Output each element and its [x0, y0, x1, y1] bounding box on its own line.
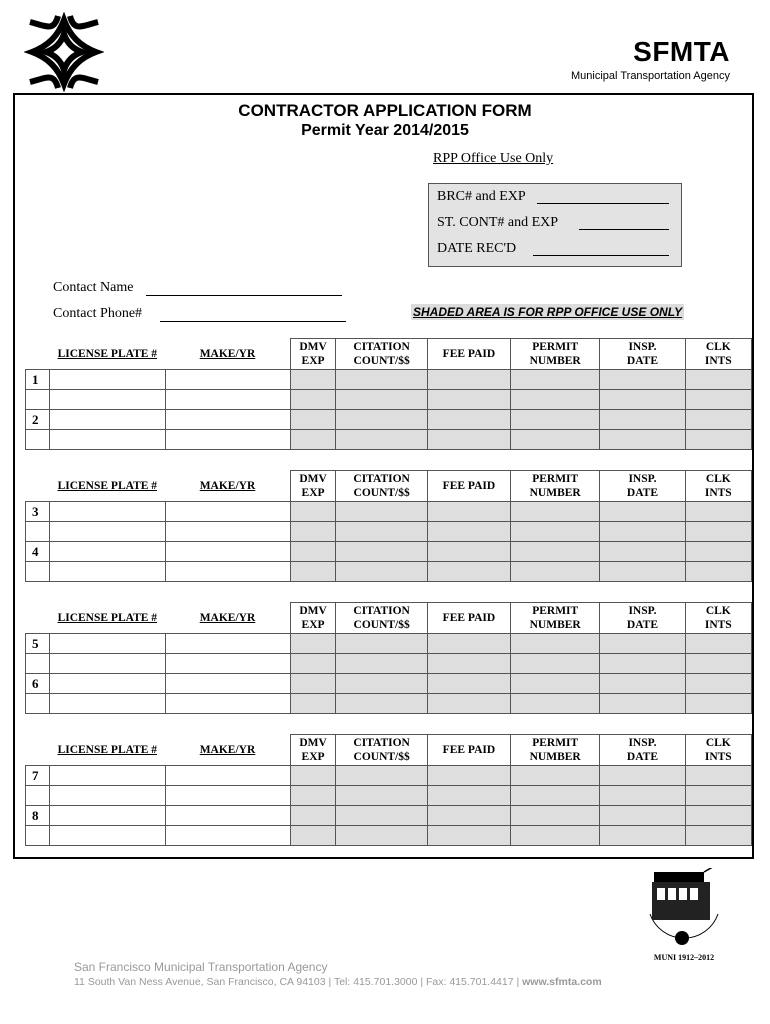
column-header: CITATION COUNT/$$ [336, 735, 427, 766]
office-use-cell[interactable] [336, 410, 427, 430]
footer-address: 11 South Van Ness Avenue, San Francisco, CA 94103 | Tel: 415.701.3000 | Fax: 415.701.4417 | [74, 976, 523, 988]
office-use-cell[interactable] [336, 674, 427, 694]
contact-phone-label: Contact Phone# [53, 306, 143, 321]
office-use-cell[interactable] [427, 370, 510, 390]
office-use-cell[interactable] [427, 410, 510, 430]
office-use-cell[interactable] [290, 370, 336, 390]
office-use-cell[interactable] [685, 634, 751, 654]
entry-cell[interactable] [49, 542, 165, 562]
office-use-cell[interactable] [336, 806, 427, 826]
column-header: CITATION COUNT/$$ [336, 339, 427, 370]
row-number [26, 786, 50, 806]
vehicle-table-2 [25, 470, 752, 582]
office-use-cell[interactable] [685, 542, 751, 562]
entry-cell[interactable] [49, 786, 165, 806]
row-number [26, 694, 50, 714]
office-use-label: RPP Office Use Only [433, 151, 554, 166]
contact-name-label: Contact Name [53, 280, 134, 295]
office-use-cell[interactable] [427, 390, 510, 410]
row-number: 5 [26, 634, 50, 654]
office-use-cell[interactable] [685, 826, 751, 846]
office-field-brc [437, 189, 526, 205]
column-header: INSP. DATE [600, 471, 685, 502]
office-use-cell[interactable] [685, 502, 751, 522]
office-use-cell[interactable] [510, 562, 599, 582]
column-header: INSP. DATE [600, 735, 685, 766]
entry-cell[interactable] [165, 562, 290, 582]
office-use-cell[interactable] [427, 826, 510, 846]
office-use-cell[interactable] [685, 786, 751, 806]
entry-cell[interactable] [49, 430, 165, 450]
office-use-cell[interactable] [427, 786, 510, 806]
office-use-cell[interactable] [336, 522, 427, 542]
column-header: FEE PAID [427, 735, 510, 766]
office-use-cell[interactable] [290, 786, 336, 806]
entry-cell[interactable] [49, 694, 165, 714]
office-use-cell[interactable] [336, 502, 427, 522]
entry-cell[interactable] [165, 806, 290, 826]
entry-cell[interactable] [49, 562, 165, 582]
office-field-daterec [437, 241, 516, 257]
entry-cell[interactable] [49, 390, 165, 410]
table-header-row [26, 735, 752, 766]
table-row [26, 766, 752, 786]
entry-cell[interactable] [165, 370, 290, 390]
office-use-cell[interactable] [600, 502, 685, 522]
table-row [26, 390, 752, 410]
column-header: LICENSE PLATE # [57, 347, 158, 360]
office-use-cell[interactable] [427, 694, 510, 714]
row-number: 3 [26, 502, 50, 522]
office-use-cell[interactable] [600, 562, 685, 582]
vehicle-table-1 [25, 338, 752, 450]
office-use-cell[interactable] [685, 654, 751, 674]
column-header: LICENSE PLATE # [57, 743, 158, 756]
entry-cell[interactable] [165, 410, 290, 430]
column-header: CITATION COUNT/$$ [336, 603, 427, 634]
office-use-cell[interactable] [685, 674, 751, 694]
office-use-cell[interactable] [336, 786, 427, 806]
seal-text: MUNI 1912–2012 [653, 953, 715, 962]
entry-cell[interactable] [49, 674, 165, 694]
office-use-cell[interactable] [290, 654, 336, 674]
column-header: PERMIT NUMBER [510, 735, 599, 766]
table-row [26, 562, 752, 582]
column-header: CLK INTS [685, 339, 751, 370]
office-use-cell[interactable] [336, 766, 427, 786]
entry-cell[interactable] [49, 522, 165, 542]
vehicle-table-4 [25, 734, 752, 846]
row-number [26, 562, 50, 582]
office-field-line[interactable] [537, 203, 669, 204]
office-field-line[interactable] [579, 229, 669, 230]
entry-cell[interactable] [165, 766, 290, 786]
form-title: CONTRACTOR APPLICATION FORM [238, 101, 532, 120]
office-use-cell[interactable] [336, 654, 427, 674]
office-use-cell[interactable] [336, 562, 427, 582]
entry-cell[interactable] [165, 542, 290, 562]
column-header: DMV EXP [290, 339, 336, 370]
row-number [26, 654, 50, 674]
table-row [26, 694, 752, 714]
contact-phone-field[interactable] [160, 321, 346, 322]
office-use-cell[interactable] [510, 542, 599, 562]
brand [571, 38, 730, 82]
office-use-cell[interactable] [600, 806, 685, 826]
office-use-cell[interactable] [510, 502, 599, 522]
entry-cell[interactable] [165, 502, 290, 522]
office-use-cell[interactable] [336, 634, 427, 654]
column-header: FEE PAID [427, 603, 510, 634]
office-use-cell[interactable] [427, 562, 510, 582]
entry-cell[interactable] [165, 390, 290, 410]
office-use-cell[interactable] [290, 562, 336, 582]
office-use-cell[interactable] [427, 766, 510, 786]
column-header: MAKE/YR [199, 347, 256, 360]
office-use-cell[interactable] [290, 410, 336, 430]
office-use-cell[interactable] [336, 430, 427, 450]
office-use-cell[interactable] [685, 562, 751, 582]
office-use-cell[interactable] [685, 766, 751, 786]
office-use-cell[interactable] [510, 390, 599, 410]
table-row [26, 502, 752, 522]
office-use-cell[interactable] [685, 430, 751, 450]
column-header: MAKE/YR [199, 743, 256, 756]
office-use-cell[interactable] [427, 634, 510, 654]
entry-cell[interactable] [49, 826, 165, 846]
entry-cell[interactable] [49, 634, 165, 654]
office-use-cell[interactable] [290, 674, 336, 694]
column-header: CLK INTS [685, 735, 751, 766]
office-use-cell[interactable] [510, 694, 599, 714]
entry-cell[interactable] [49, 766, 165, 786]
entry-cell[interactable] [49, 806, 165, 826]
office-use-cell[interactable] [290, 826, 336, 846]
table-row [26, 634, 752, 654]
table-row [26, 806, 752, 826]
office-use-cell[interactable] [290, 522, 336, 542]
column-header: CLK INTS [685, 471, 751, 502]
column-header: MAKE/YR [199, 611, 256, 624]
table-row [26, 370, 752, 390]
contact-name-field[interactable] [146, 295, 342, 296]
office-use-box [428, 183, 682, 267]
office-use-cell[interactable] [427, 430, 510, 450]
office-use-cell[interactable] [290, 694, 336, 714]
table-row [26, 826, 752, 846]
column-header: DMV EXP [290, 603, 336, 634]
row-number [26, 430, 50, 450]
table-row [26, 654, 752, 674]
office-use-cell[interactable] [427, 542, 510, 562]
office-use-cell[interactable] [510, 430, 599, 450]
office-use-cell[interactable] [600, 674, 685, 694]
office-use-cell[interactable] [427, 806, 510, 826]
office-use-cell[interactable] [685, 522, 751, 542]
entry-cell[interactable] [165, 786, 290, 806]
table-row [26, 522, 752, 542]
office-use-cell[interactable] [600, 542, 685, 562]
row-number: 6 [26, 674, 50, 694]
entry-cell[interactable] [165, 522, 290, 542]
table-row [26, 786, 752, 806]
column-header: FEE PAID [427, 339, 510, 370]
row-number [26, 390, 50, 410]
office-use-cell[interactable] [290, 502, 336, 522]
office-use-cell[interactable] [336, 370, 427, 390]
office-use-cell[interactable] [290, 634, 336, 654]
office-use-cell[interactable] [510, 786, 599, 806]
row-number: 2 [26, 410, 50, 430]
office-field-stcont [437, 215, 558, 231]
office-use-cell[interactable] [685, 410, 751, 430]
office-use-cell[interactable] [685, 370, 751, 390]
contact-name-row [53, 280, 133, 296]
contact-phone-row [53, 306, 142, 322]
office-use-cell[interactable] [510, 522, 599, 542]
entry-cell[interactable] [49, 654, 165, 674]
office-use-cell[interactable] [290, 806, 336, 826]
muni-centennial-seal-icon [644, 868, 724, 964]
office-use-cell[interactable] [600, 522, 685, 542]
office-use-cell[interactable] [685, 694, 751, 714]
office-use-cell[interactable] [600, 694, 685, 714]
row-number [26, 826, 50, 846]
office-use-cell[interactable] [600, 370, 685, 390]
office-use-cell[interactable] [336, 826, 427, 846]
office-use-cell[interactable] [336, 542, 427, 562]
header-spacer [26, 471, 50, 502]
table-row [26, 542, 752, 562]
office-use-cell[interactable] [290, 766, 336, 786]
entry-cell[interactable] [165, 634, 290, 654]
office-use-cell[interactable] [510, 674, 599, 694]
office-use-cell[interactable] [600, 430, 685, 450]
column-header: DMV EXP [290, 471, 336, 502]
office-use-cell[interactable] [510, 766, 599, 786]
table-row [26, 410, 752, 430]
office-use-cell[interactable] [600, 634, 685, 654]
vehicle-table-3 [25, 602, 752, 714]
entry-cell[interactable] [49, 410, 165, 430]
header-spacer [26, 603, 50, 634]
row-number: 1 [26, 370, 50, 390]
office-use-cell[interactable] [510, 634, 599, 654]
footer-address-line [74, 976, 602, 988]
table-header-row [26, 603, 752, 634]
office-use-cell[interactable] [290, 390, 336, 410]
office-use-cell[interactable] [510, 370, 599, 390]
office-use-cell[interactable] [336, 390, 427, 410]
column-header: MAKE/YR [199, 479, 256, 492]
office-use-cell[interactable] [510, 826, 599, 846]
form-subtitle: Permit Year 2014/2015 [301, 122, 469, 139]
row-number: 4 [26, 542, 50, 562]
office-use-cell[interactable] [510, 654, 599, 674]
entry-cell[interactable] [165, 826, 290, 846]
office-field-line[interactable] [533, 255, 669, 256]
brand-name: SFMTA [633, 36, 730, 67]
row-number: 7 [26, 766, 50, 786]
table-header-row [26, 339, 752, 370]
office-use-cell[interactable] [290, 430, 336, 450]
row-number: 8 [26, 806, 50, 826]
column-header: INSP. DATE [600, 603, 685, 634]
column-header: LICENSE PLATE # [57, 611, 158, 624]
column-header: CITATION COUNT/$$ [336, 471, 427, 502]
office-use-cell[interactable] [600, 654, 685, 674]
office-use-cell[interactable] [685, 806, 751, 826]
office-use-cell[interactable] [600, 390, 685, 410]
entry-cell[interactable] [165, 694, 290, 714]
table-row [26, 430, 752, 450]
form-title-block [15, 101, 755, 141]
shaded-area-note: SHADED AREA IS FOR RPP OFFICE USE ONLY [413, 305, 683, 319]
entry-cell[interactable] [49, 502, 165, 522]
office-field-label: BRC# and EXP [437, 189, 526, 204]
office-use-cell[interactable] [290, 542, 336, 562]
column-header: CLK INTS [685, 603, 751, 634]
office-use-cell[interactable] [600, 826, 685, 846]
header-spacer [26, 339, 50, 370]
office-field-label: DATE REC'D [437, 241, 517, 256]
table-header-row [26, 471, 752, 502]
entry-cell[interactable] [165, 674, 290, 694]
header-spacer [26, 735, 50, 766]
office-use-cell[interactable] [427, 674, 510, 694]
brand-subtitle: Municipal Transportation Agency [571, 70, 730, 82]
column-header: PERMIT NUMBER [510, 471, 599, 502]
column-header: INSP. DATE [600, 339, 685, 370]
entry-cell[interactable] [165, 430, 290, 450]
office-use-cell[interactable] [336, 694, 427, 714]
footer-website-link[interactable]: www.sfmta.com [522, 976, 602, 988]
office-use-cell[interactable] [427, 654, 510, 674]
footer-agency: San Francisco Municipal Transportation Agency [74, 960, 328, 974]
office-use-cell[interactable] [510, 410, 599, 430]
office-use-cell[interactable] [510, 806, 599, 826]
footer [74, 960, 602, 988]
office-use-cell[interactable] [427, 522, 510, 542]
office-use-cell[interactable] [427, 502, 510, 522]
row-number [26, 522, 50, 542]
office-use-cell[interactable] [685, 390, 751, 410]
column-header: LICENSE PLATE # [57, 479, 158, 492]
table-row [26, 674, 752, 694]
office-field-label: ST. CONT# and EXP [437, 215, 559, 230]
entry-cell[interactable] [49, 370, 165, 390]
office-use-cell[interactable] [600, 786, 685, 806]
column-header: PERMIT NUMBER [510, 603, 599, 634]
entry-cell[interactable] [165, 654, 290, 674]
application-form [13, 93, 754, 859]
column-header: FEE PAID [427, 471, 510, 502]
sfmta-logo-icon [24, 12, 104, 92]
office-use-cell[interactable] [600, 410, 685, 430]
column-header: DMV EXP [290, 735, 336, 766]
column-header: PERMIT NUMBER [510, 339, 599, 370]
office-use-cell[interactable] [600, 766, 685, 786]
